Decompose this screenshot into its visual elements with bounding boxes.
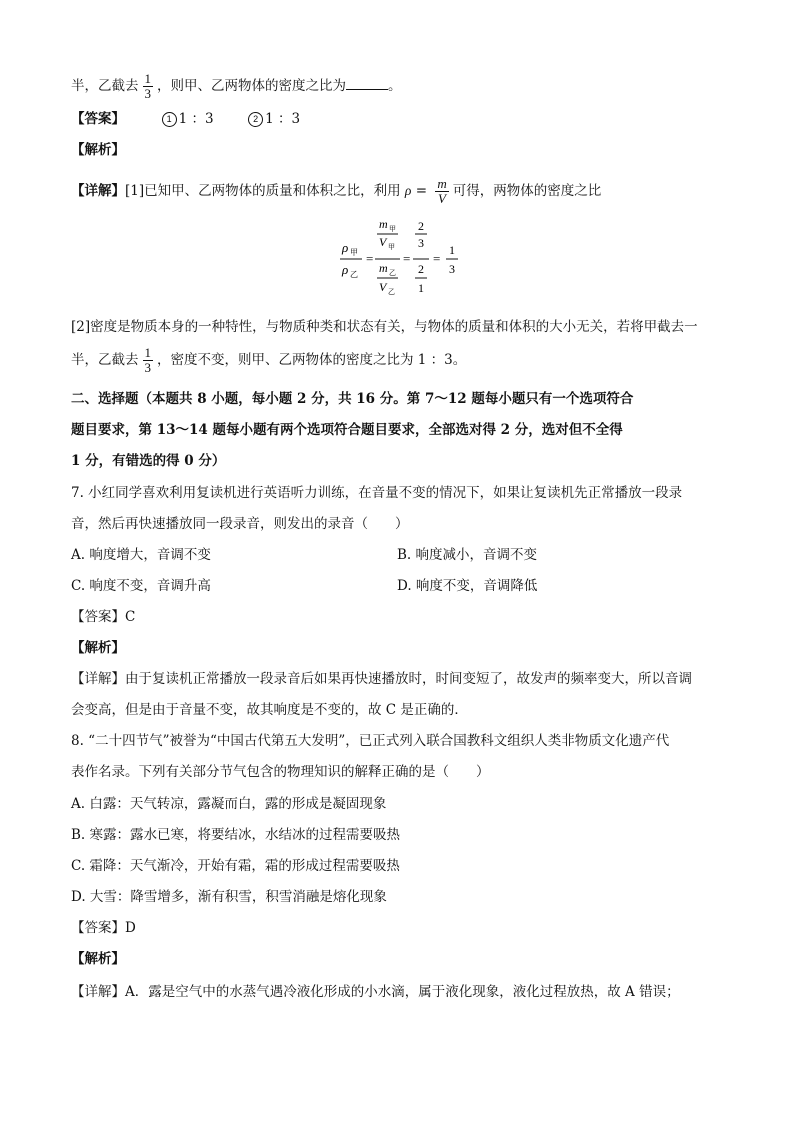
q8-stem-line-1: 8. “二十四节气”被誉为“中国古代第五大发明”，已正式列入联合国教科文组织人类非物质文化遗产代 — [71, 733, 670, 749]
q7-detail-line-2: 会变高，但是由于音量不变，故其响度是不变的，故 C 是正确的． — [71, 702, 468, 718]
fraction-one-third: $\frac{1}{3}$ — [144, 345, 151, 375]
q6-detail-line-3: 半，乙截去 $\frac{1}{3}$ ，密度不变，则甲、乙两物体的密度之比为 1 ：3。 — [71, 345, 467, 375]
svg-text:1: 1 — [418, 281, 424, 295]
answer-tag: 【答案】 — [71, 111, 125, 127]
svg-text:3: 3 — [418, 236, 424, 250]
q6-detail-line-2: [2]密度是物质本身的一种特性，与物质种类和状态有关，与物体的质量和体积的大小无关，若将甲截去一 — [71, 319, 698, 335]
q7-option-a: A. 响度增大，音调不变 — [71, 547, 211, 563]
svg-text:2: 2 — [418, 262, 424, 276]
svg-text:1: 1 — [449, 243, 455, 257]
circled-number-2: 2 — [248, 112, 263, 127]
q7-stem-line-1: 7. 小红同学喜欢利用复读机进行英语听力训练，在音量不变的情况下，如果让复读机先正常播放一段录 — [71, 485, 683, 501]
density-formula-fraction: $\frac{m}{V}$ — [437, 176, 447, 206]
section-heading-line-2: 题目要求，第 13～14 题每小题有两个选项符合题目要求，全部选对得 2 分，选对但不全得 — [71, 422, 623, 438]
density-ratio-equation — [340, 216, 470, 296]
svg-text:=: = — [366, 251, 374, 266]
svg-text:甲: 甲 — [350, 248, 358, 257]
svg-text:m: m — [379, 261, 388, 275]
q6-question-line: 半，乙截去 $\frac{1}{3}$ ，则甲、乙两物体的密度之比为 。 — [71, 71, 402, 101]
svg-text:2: 2 — [418, 219, 424, 233]
svg-text:乙: 乙 — [389, 269, 396, 277]
q8-detail-line-1: 【详解】A．露是空气中的水蒸气遇冷液化形成的小水滴，属于液化现象，液化过程放热，故 A 错误； — [71, 984, 680, 1000]
svg-text:甲: 甲 — [389, 225, 396, 233]
svg-text:乙: 乙 — [350, 270, 358, 279]
q6-analysis-tag: 【解析】 — [71, 142, 125, 158]
q8-option-d: D. 大雪：降雪增多，渐有积雪，积雪消融是熔化现象 — [71, 889, 387, 905]
q8-option-c: C. 霜降：天气渐冷，开始有霜，霜的形成过程需要吸热 — [71, 858, 400, 874]
svg-text:V: V — [379, 280, 387, 294]
q6-detail-line-1: 【详解】[1]已知甲、乙两物体的质量和体积之比，利用 ρ = $\frac{m}{V}$ 可得，两物体的密度之比 — [71, 176, 602, 206]
answer-blank — [346, 77, 388, 90]
svg-text:ρ: ρ — [342, 240, 349, 255]
q8-option-b: B. 寒露：露水已寒，将要结冰，水结冰的过程需要吸热 — [71, 827, 401, 843]
q7-stem-line-2: 音，然后再快速播放同一段录音，则发出的录音（ ） — [71, 516, 409, 532]
q8-answer: 【答案】D — [71, 920, 136, 936]
svg-text:=: = — [433, 251, 441, 266]
q8-analysis-tag: 【解析】 — [71, 951, 125, 967]
circled-number-1: 1 — [162, 112, 177, 127]
section-heading-line-3: 1 分，有错选的得 0 分） — [71, 453, 226, 469]
q8-stem-line-2: 表作名录。下列有关部分节气包含的物理知识的解释正确的是（ ） — [71, 764, 490, 780]
q7-analysis-tag: 【解析】 — [71, 640, 125, 656]
q7-answer: 【答案】C — [71, 609, 136, 625]
svg-text:甲: 甲 — [388, 243, 395, 251]
svg-text:ρ: ρ — [342, 262, 349, 277]
q7-detail-line-1: 【详解】由于复读机正常播放一段录音后如果再快速播放时，时间变短了，故发声的频率变大，所以音调 — [71, 671, 692, 687]
fraction-one-third: $\frac{1}{3}$ — [144, 71, 151, 101]
q7-option-b: B. 响度减小，音调不变 — [397, 547, 538, 563]
section-heading-line-1: 二、选择题（本题共 8 小题，每小题 2 分，共 16 分。第 7～12 题每小题只有一个选项符合 — [71, 391, 634, 407]
q7-option-c: C. 响度不变，音调升高 — [71, 578, 211, 594]
q6-answer-line: 【答案】 1 1 ：3 2 1 ：3 — [71, 111, 301, 127]
svg-text:乙: 乙 — [388, 288, 395, 296]
q8-option-a: A. 白露：天气转凉，露凝而白，露的形成是凝固现象 — [71, 796, 387, 812]
svg-text:3: 3 — [449, 262, 455, 276]
svg-text:m: m — [379, 217, 388, 231]
q7-option-d: D. 响度不变，音调降低 — [397, 578, 538, 594]
svg-text:V: V — [379, 235, 387, 249]
svg-text:=: = — [403, 251, 411, 266]
